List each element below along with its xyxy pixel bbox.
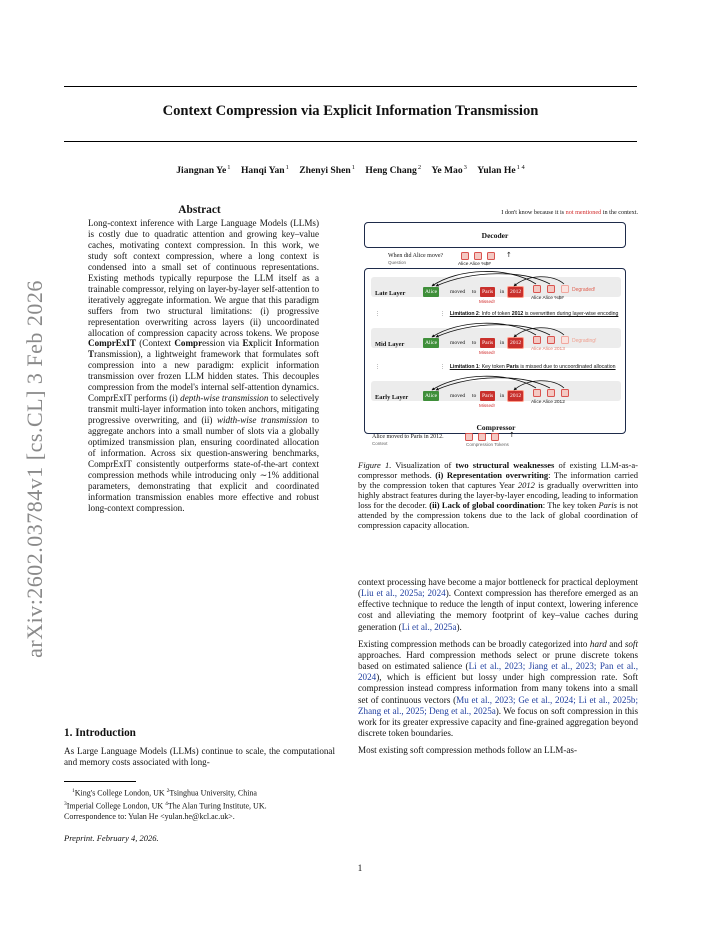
- context-label: Alice moved to Paris in 2012. Context: [372, 434, 444, 446]
- token-labels: Alice Alice 2013: [531, 347, 565, 352]
- title-rule-top: [64, 86, 637, 87]
- context-compression-tokens: [465, 433, 499, 441]
- missed-note: Missed!: [479, 299, 495, 304]
- question-token-labels: Alice Alice %$#: [458, 262, 491, 267]
- preprint-note: Preprint. February 4, 2026.: [64, 833, 159, 843]
- abstract-heading: Abstract: [178, 204, 221, 216]
- paragraph: Most existing soft compression methods follow an LLM-as-: [358, 745, 577, 756]
- word-paris: Paris: [482, 289, 494, 295]
- figure-caption: Figure 1. Visualization of two structural weaknesses of existing LLM-as-a-compressor methods. (i) Representation overwriting: The information carried by the compression token that captures Year 2012 is gradually overwritten into highly abstract features during the layer-by-layer encoding, leading to information loss for the decoder. (ii) Lack of global coordination: The key token Paris is not attended by the compression tokens due to the lack of global coordination of compression capacity allocation.: [358, 460, 639, 530]
- word-moved: moved: [450, 340, 466, 346]
- word-year: 2012: [510, 393, 522, 399]
- intro-heading: 1. Introduction: [64, 727, 136, 739]
- citation-link[interactable]: Li et al., 2025a: [401, 621, 457, 632]
- word-to: to: [472, 289, 477, 295]
- citation-link[interactable]: Li et al., 2023; Jiang et al., 2023; Pan et al., 2024: [358, 661, 638, 683]
- author: Jiangnan Ye$^1$: [176, 164, 231, 177]
- word-year: 2012: [510, 340, 522, 346]
- author: Hanqi Yan$^1$: [240, 164, 289, 177]
- decoder-box: Decoder: [364, 222, 626, 248]
- early-layer-label: Early Layer: [375, 394, 409, 401]
- arxiv-id: arXiv:2602.03784v1 [cs.CL] 3 Feb 2026: [22, 280, 48, 658]
- author: Yulan $He^{1 4}$: [477, 164, 525, 177]
- compression-token: [561, 285, 569, 293]
- compressor-label: Compressor: [476, 423, 516, 432]
- intro-continuation: [358, 577, 638, 762]
- question-label: When did Alice move? Question: [388, 253, 444, 265]
- compression-token: [478, 433, 486, 441]
- word-moved: moved: [450, 289, 466, 295]
- compression-token: [474, 252, 482, 260]
- degrading-note: Degrading!: [572, 338, 597, 344]
- missed-note: Missed!: [479, 403, 495, 408]
- word-paris: Paris: [482, 393, 494, 399]
- decoder-output-text: I don't know because it is not mentioned in the context.: [501, 209, 638, 216]
- early-layer-band: [371, 381, 621, 401]
- word-to: to: [472, 340, 477, 346]
- abstract-section: [64, 204, 335, 514]
- compression-token: [533, 389, 541, 397]
- compression-token: [561, 336, 569, 344]
- word-alice: Alice: [425, 289, 438, 295]
- token-labels: Alice Alice 2012: [531, 400, 565, 405]
- abstract-body: Long-context inference with Large Language Models (LLMs) is costly due to quadratic attention and growing key–value caches, motivating context compression. In this work, we study soft context compression, where a long context is condensed into a small set of continuous representations. Existing methods typically repurpose the LLM itself as a trainable compressor, relying on layer-by-layer self-attention to iteratively aggregate information. We argue that this paradigm suffers from two structural limitations: (i) progressive representation overwriting across layers (ii) uncoordinated allocation of compression capacity across tokens. We propose ComprExIT (Context Compression via Explicit Information Transmission), a lightweight framework that formulates soft compression into a new paradigm: explicit information transmission over frozen LLM hidden states. This decouples compression from the model's internal self-attention dynamics. ComprExIT performs (i) depth-wise transmission to selectively transmit multi-layer information into token anchors, mitigating progressive overwriting, and (ii) width-wise transmission to aggregate anchors into a small number of slots via a globally optimized transmission plan, ensuring coordinated allocation of information. Across six question-answering benchmarks, ComprExIT consistently outperforms state-of-the-art context compression methods while introducing only ∼1% additional parameters, demonstrating that explicit and coordinated information transmission enables more effective and robust long-context compression.: [88, 218, 319, 513]
- footnote-rule: [64, 781, 136, 782]
- compression-token: [487, 252, 495, 260]
- up-arrow-icon: ↑: [509, 431, 515, 439]
- word-in: in: [500, 289, 505, 295]
- mid-layer-label: Mid Layer: [375, 341, 405, 348]
- compression-token: [461, 252, 469, 260]
- author: Heng Chang$^2$: [365, 164, 422, 177]
- up-arrow-icon: ↑: [506, 251, 512, 259]
- compressor-box: [364, 268, 626, 434]
- word-in: in: [500, 393, 505, 399]
- figure-1: [358, 206, 638, 456]
- citation-link[interactable]: Liu et al., 2025a; 2024: [361, 588, 446, 599]
- compression-token: [547, 285, 555, 293]
- word-alice: Alice: [425, 340, 438, 346]
- limitation-2: ⋮ ⋮ Limitation 2: Info of token 2012 is overwritten during layer-wise encoding: [375, 311, 619, 317]
- page-number: 1: [357, 864, 363, 874]
- compression-token: [533, 336, 541, 344]
- question-tokens: [461, 252, 495, 260]
- compression-token: [491, 433, 499, 441]
- word-year: 2012: [510, 289, 522, 295]
- compression-tokens-label: Compression Tokens: [466, 442, 509, 447]
- late-layer-label: Late Layer: [375, 290, 406, 297]
- compression-token: [533, 285, 541, 293]
- compression-token: [547, 336, 555, 344]
- limitation-1: ⋮ ⋮ Limitation 1: Key token Paris is missed due to uncoordinated allocation: [375, 364, 616, 370]
- missed-note: Missed!: [479, 350, 495, 355]
- word-in: in: [500, 340, 505, 346]
- paper-title: Context Compression via Explicit Information Transmission: [162, 103, 539, 119]
- author-list: [64, 164, 637, 176]
- title-rule-bottom: [64, 141, 637, 142]
- token-labels: Alice Alice %$#: [531, 296, 564, 301]
- degraded-note: Degraded!: [572, 287, 596, 293]
- word-paris: Paris: [482, 340, 494, 346]
- word-alice: Alice: [425, 393, 438, 399]
- paragraph: context processing have become a major bottleneck for practical deployment (Liu et al., 2025a; 2024). Context compression has therefore emerged as an effective technique to reduce the length of input context, lowering inference cost and alleviating the memory footprint of key–value caches during generation (Li et al., 2025a).: [358, 577, 638, 632]
- compression-token: [561, 389, 569, 397]
- arxiv-stamp: [18, 264, 52, 674]
- footnotes: $^1$King's College London, UK $^2$Tsinghua University, China $^3$Imperial College London, UK $^4$The Alan Turing Institute, UK. Correspondence to: Yulan He <yulan.he@kcl.ac.uk>.: [64, 788, 267, 821]
- compression-token: [547, 389, 555, 397]
- citation-link[interactable]: Mu et al., 2023; Ge et al., 2024; Li et al., 2025b; Zhang et al., 2025; Deng et al., 2025a: [358, 694, 638, 716]
- compression-token: [465, 433, 473, 441]
- word-to: to: [472, 393, 477, 399]
- author: Zhenyi Shen$^1$: [299, 164, 355, 177]
- word-moved: moved: [450, 393, 466, 399]
- intro-text: As Large Language Models (LLMs) continue to scale, the computational and memory costs associated with long-: [64, 746, 335, 768]
- paragraph: Existing compression methods can be broadly categorized into hard and soft approaches. Hard compression methods select or prune discrete tokens based on estimated salience (Li et al., 2023; Jiang et al., 2023; Pan et al., 2024), which is efficient but lossy under high compression rate. Soft compression instead compress information from many tokens into a small set of continuous vectors (Mu et al., 2023; Ge et al., 2024; Li et al., 2025b; Zhang et al., 2025; Deng et al., 2025a). We focus on soft compression in this work for its greater expressive capacity and fine-grained aggregation beyond discrete token boundaries.: [358, 638, 638, 739]
- author: Ye Mao$^3$: [431, 164, 467, 177]
